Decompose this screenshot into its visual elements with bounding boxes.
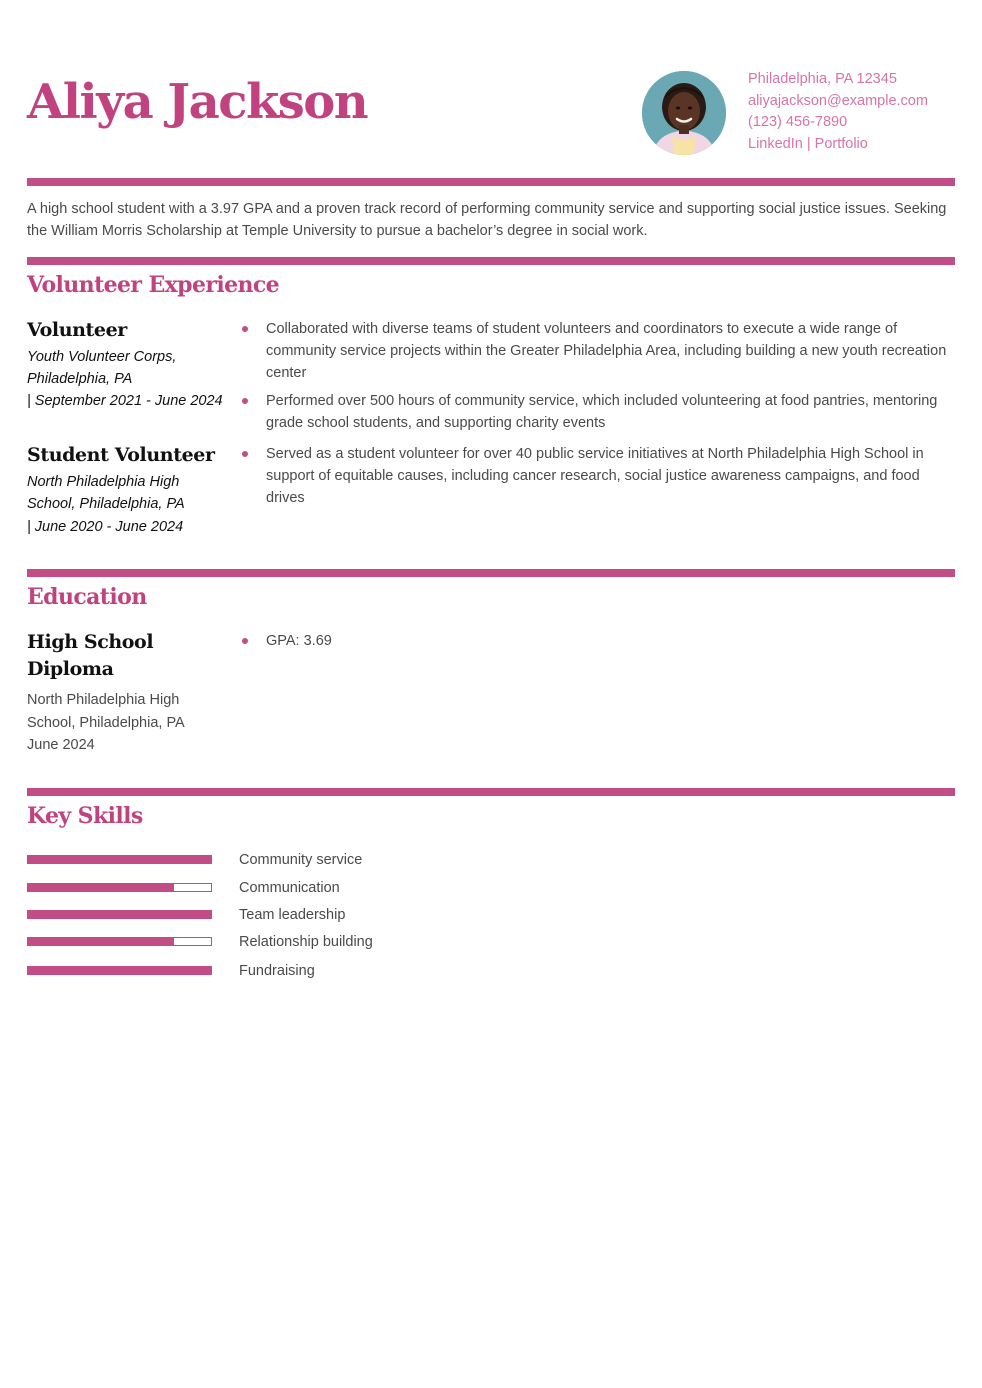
bullet-text: Served as a student volunteer for over 40 public service initiatives at North Philadelphia High School in support of equitable causes, including cancer research, social justice awareness campaigns, and food drives	[266, 446, 924, 506]
job-bullets	[240, 318, 956, 440]
job-organization: North Philadelphia High School, Philadelphia, PA	[27, 474, 185, 512]
list-item	[240, 390, 956, 434]
skill-level-bar	[27, 855, 212, 864]
candidate-name: Aliya Jackson	[27, 74, 368, 130]
job-bullets	[240, 443, 956, 515]
skill-row	[27, 905, 527, 925]
skill-row	[27, 932, 527, 952]
education-bullets	[240, 630, 956, 658]
portrait-image	[642, 71, 726, 155]
contact-links[interactable]: LinkedIn | Portfolio	[748, 135, 868, 152]
skill-label: Fundraising	[239, 963, 315, 979]
skill-label: Community service	[239, 852, 363, 868]
list-item	[240, 443, 956, 509]
skill-level-fill	[28, 938, 174, 945]
skill-level-bar	[27, 883, 212, 892]
contact-email[interactable]: aliyajackson@example.com	[748, 92, 928, 109]
skill-row	[27, 878, 527, 898]
bullet-dot-icon	[242, 638, 248, 644]
degree-title: High School Diploma	[27, 631, 154, 680]
job-dates: | September 2021 - June 2024	[27, 393, 223, 409]
skill-label: Communication	[239, 880, 340, 896]
divider-education	[27, 788, 955, 796]
summary-text: A high school student with a 3.97 GPA and a proven track record of performing community service and supporting social justice issues. Seeking the William Morris Scholarship at Temple University to pursue a bachelor’s degree in social work.	[27, 201, 947, 239]
section-title-skills: Key Skills	[27, 803, 143, 829]
divider-experience	[27, 569, 955, 577]
list-item	[240, 630, 956, 652]
job-title: Volunteer	[27, 319, 127, 341]
skill-level-fill	[28, 967, 211, 974]
contact-block	[748, 69, 928, 155]
skill-label: Relationship building	[239, 934, 373, 950]
skill-level-fill	[28, 856, 211, 863]
job-organization: Youth Volunteer Corps, Philadelphia, PA	[27, 349, 177, 387]
skill-level-fill	[28, 911, 211, 918]
skill-label: Team leadership	[239, 907, 346, 923]
skill-level-bar	[27, 937, 212, 946]
job-title: Student Volunteer	[27, 444, 215, 466]
skill-level-bar	[27, 910, 212, 919]
skill-level-fill	[28, 884, 174, 891]
bullet-dot-icon	[242, 326, 248, 332]
contact-phone[interactable]: (123) 456-7890	[748, 114, 848, 130]
bullet-text: GPA: 3.69	[266, 633, 332, 649]
skill-level-bar	[27, 966, 212, 975]
education-school: North Philadelphia High School, Philadelphia, PA	[27, 692, 185, 731]
bullet-text: Performed over 500 hours of community service, which included volunteering at food pantries, mentoring grade school students, and supporting charity events	[266, 393, 938, 431]
section-title-education: Education	[27, 584, 147, 610]
divider-summary	[27, 257, 955, 265]
bullet-dot-icon	[242, 451, 248, 457]
bullet-dot-icon	[242, 398, 248, 404]
skill-row	[27, 850, 527, 870]
education-date: June 2024	[27, 737, 95, 753]
skill-row	[27, 961, 527, 981]
avatar-photo	[642, 71, 726, 155]
divider-header	[27, 178, 955, 186]
bullet-text: Collaborated with diverse teams of student volunteers and coordinators to execute a wide range of community service projects within the Greater Philadelphia Area, including building a new youth recreation center	[266, 321, 947, 381]
list-item	[240, 318, 956, 384]
section-title-experience: Volunteer Experience	[27, 272, 280, 298]
job-dates: | June 2020 - June 2024	[27, 519, 184, 535]
contact-location: Philadelphia, PA 12345	[748, 71, 897, 87]
